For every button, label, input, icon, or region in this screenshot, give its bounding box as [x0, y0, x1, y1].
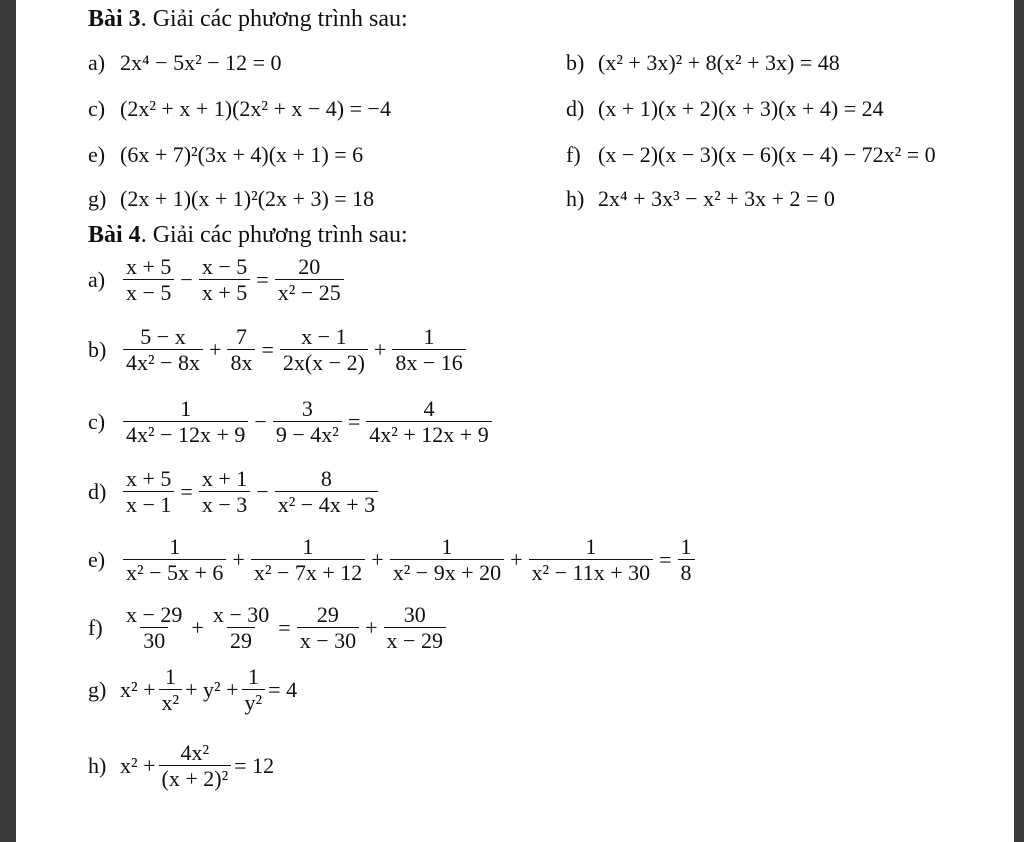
bai4-item-b: [88, 324, 469, 376]
item-label: a): [88, 266, 106, 292]
numerator: x + 1: [201, 466, 248, 491]
bai3-item-g: [88, 188, 374, 210]
denominator: 30: [140, 627, 168, 653]
fraction: [242, 664, 266, 716]
numerator: 4: [423, 396, 435, 421]
bai4-item-c: [88, 396, 495, 448]
item-label: e): [88, 142, 106, 167]
numerator: x + 5: [126, 254, 172, 279]
denominator: 4x² − 8x: [123, 349, 203, 375]
operator: −: [254, 408, 267, 434]
denominator: 8: [678, 559, 695, 585]
bai4-item-e: [88, 534, 698, 586]
equation: (6x + 7)²(3x + 4)(x + 1) = 6: [120, 142, 364, 167]
denominator: x − 29: [384, 627, 446, 653]
denominator: x² − 25: [275, 279, 344, 305]
bai3-title: [88, 6, 408, 33]
equals-sign: =: [347, 408, 361, 434]
expression-text: + y² +: [185, 676, 239, 702]
numerator: x − 29: [126, 602, 183, 627]
bai4-item-h: [88, 740, 274, 792]
numerator: 20: [298, 254, 321, 279]
numerator: 1: [441, 534, 453, 559]
equals-sign: =: [278, 614, 291, 640]
denominator: 4x² − 12x + 9: [123, 421, 248, 447]
operator: +: [510, 546, 523, 572]
fraction: [529, 534, 654, 586]
equation: (x² + 3x)² + 8(x² + 3x) = 48: [598, 50, 840, 75]
operator: +: [191, 614, 204, 640]
numerator: x − 30: [212, 602, 270, 627]
denominator: 8x − 16: [392, 349, 465, 375]
denominator: x − 30: [297, 627, 359, 653]
denominator: 4x² + 12x + 9: [366, 421, 491, 447]
denominator: x + 5: [199, 279, 250, 305]
item-label: b): [566, 50, 585, 75]
denominator: x² − 7x + 12: [251, 559, 365, 585]
item-label: c): [88, 408, 106, 434]
item-label: g): [88, 676, 107, 702]
numerator: x − 1: [301, 324, 347, 349]
fraction: [275, 254, 344, 306]
equation: 2x⁴ − 5x² − 12 = 0: [120, 50, 282, 75]
expression-text: = 4: [268, 676, 298, 702]
left-frame-edge: [0, 0, 16, 842]
operator: +: [232, 546, 245, 572]
numerator: 5 − x: [140, 324, 186, 349]
bai3-item-h: [566, 188, 835, 210]
item-label: e): [88, 546, 106, 572]
denominator: x − 1: [123, 491, 174, 517]
bai4-title-rest: . Giải các phương trình sau:: [140, 222, 408, 248]
numerator: x − 5: [201, 254, 248, 279]
denominator: 2x(x − 2): [280, 349, 368, 375]
numerator: 3: [301, 396, 313, 421]
operator: −: [180, 266, 193, 292]
fraction: [199, 254, 250, 306]
item-label: h): [566, 186, 585, 211]
equation: (x − 2)(x − 3)(x − 6)(x − 4) − 72x² = 0: [598, 142, 936, 167]
numerator: x + 5: [126, 466, 172, 491]
fraction: [275, 466, 378, 518]
denominator: x² − 4x + 3: [275, 491, 378, 517]
fraction: [392, 324, 465, 376]
fraction: [199, 466, 250, 518]
denominator: 8x: [227, 349, 255, 375]
fraction: [251, 534, 365, 586]
numerator: 8: [320, 466, 332, 491]
numerator: 1: [247, 664, 259, 689]
equation: 2x⁴ + 3x³ − x² + 3x + 2 = 0: [598, 186, 835, 211]
item-label: f): [566, 142, 581, 167]
item-label: h): [88, 752, 107, 778]
denominator: x² − 5x + 6: [123, 559, 226, 585]
denominator: y²: [242, 689, 266, 715]
equals-sign: =: [659, 546, 672, 572]
denominator: x − 5: [123, 279, 174, 305]
fraction: [227, 324, 255, 376]
fraction: [123, 254, 174, 306]
item-label: f): [88, 614, 103, 640]
equation: (x + 1)(x + 2)(x + 3)(x + 4) = 24: [598, 96, 884, 121]
fraction: [123, 602, 185, 654]
denominator: x²: [159, 689, 183, 715]
item-label: a): [88, 50, 106, 75]
bai4-item-d: [88, 466, 381, 518]
expression-text: x² +: [120, 676, 156, 702]
fraction: [123, 466, 174, 518]
expression-text: = 12: [234, 752, 275, 778]
item-label: d): [566, 96, 585, 121]
item-label: d): [88, 478, 107, 504]
equals-sign: =: [261, 336, 274, 362]
numerator: 1: [164, 664, 176, 689]
bai3-item-c: [88, 98, 391, 120]
fraction: [366, 396, 491, 448]
equation: (2x + 1)(x + 1)²(2x + 3) = 18: [120, 186, 375, 211]
fraction: [123, 396, 248, 448]
equation: (2x² + x + 1)(2x² + x − 4) = −4: [120, 96, 391, 121]
numerator: 4x²: [180, 740, 210, 765]
denominator: 9 − 4x²: [273, 421, 342, 447]
numerator: 1: [585, 534, 597, 559]
fraction: [384, 602, 446, 654]
bai3-title-bold: Bài 3: [88, 6, 141, 32]
numerator: 1: [680, 534, 692, 559]
fraction: [159, 664, 183, 716]
denominator: x − 3: [199, 491, 250, 517]
denominator: x² − 11x + 30: [529, 559, 654, 585]
numerator: 1: [302, 534, 314, 559]
right-frame-edge: [1014, 0, 1024, 842]
bai3-item-d: [566, 98, 884, 120]
bai3-item-e: [88, 144, 363, 166]
item-label: g): [88, 186, 107, 211]
equals-sign: =: [180, 478, 193, 504]
equals-sign: =: [256, 266, 269, 292]
numerator: 1: [423, 324, 435, 349]
denominator: x² − 9x + 20: [390, 559, 504, 585]
bai4-item-g: [88, 664, 297, 716]
bai4-item-a: [88, 254, 347, 306]
bai4-title: [88, 222, 408, 249]
fraction: [210, 602, 272, 654]
fraction: [123, 324, 203, 376]
numerator: 1: [180, 396, 192, 421]
numerator: 29: [316, 602, 339, 627]
bai4-item-f: [88, 602, 449, 654]
operator: −: [256, 478, 269, 504]
fraction: [678, 534, 695, 586]
operator: +: [371, 546, 384, 572]
fraction: [297, 602, 359, 654]
bai3-title-rest: . Giải các phương trình sau:: [140, 6, 408, 32]
expression-text: x² +: [120, 752, 156, 778]
operator: +: [209, 336, 222, 362]
numerator: 1: [169, 534, 181, 559]
operator: +: [365, 614, 378, 640]
denominator: (x + 2)²: [159, 765, 232, 791]
operator: +: [373, 336, 387, 362]
fraction: [280, 324, 368, 376]
numerator: 7: [235, 324, 247, 349]
fraction: [273, 396, 342, 448]
fraction: [159, 740, 232, 792]
fraction: [390, 534, 504, 586]
bai3-item-a: [88, 52, 282, 74]
fraction: [123, 534, 226, 586]
numerator: 30: [403, 602, 426, 627]
denominator: 29: [227, 627, 255, 653]
item-label: c): [88, 96, 106, 121]
bai4-title-bold: Bài 4: [88, 222, 141, 248]
item-label: b): [88, 336, 107, 362]
bai3-item-b: [566, 52, 840, 74]
bai3-item-f: [566, 144, 936, 166]
